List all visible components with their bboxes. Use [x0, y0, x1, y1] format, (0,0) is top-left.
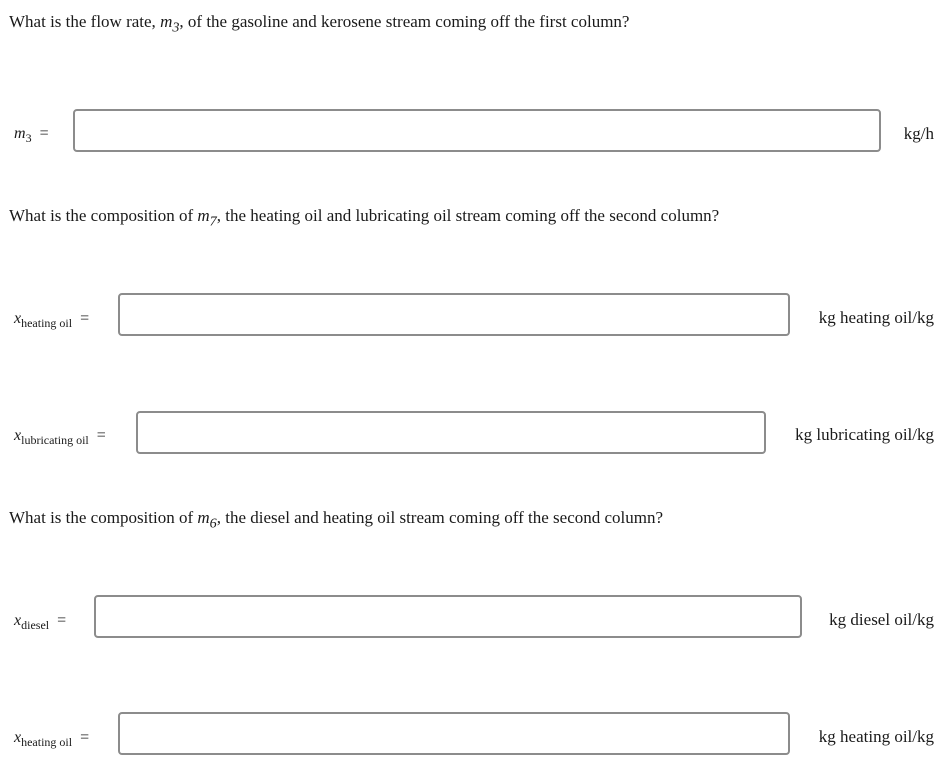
x-lubricating-oil-input[interactable] — [136, 411, 766, 454]
question-1-text-after: , of the gasoline and kerosene stream coming off the first column? — [179, 12, 630, 31]
x-heating-oil-label-q2: $x_{heating oil}$ = — [14, 310, 90, 330]
x-diesel-label: $x_{diesel}$ = — [14, 612, 67, 632]
question-3-text-after: , the diesel and heating oil stream coming off the second column? — [216, 508, 664, 527]
x-heating-oil-label-q3: $x_{heating oil}$ = — [14, 729, 90, 749]
question-1-variable: $m_3$ — [160, 12, 180, 36]
x-heating-oil-input-q2[interactable] — [118, 293, 790, 336]
question-3-text — [9, 508, 663, 532]
m3-unit: kg/h — [903, 124, 934, 143]
question-2-variable: $m_7$ — [197, 206, 217, 230]
question-2-text — [9, 206, 719, 230]
x-heating-oil-unit-q3: kg heating oil/kg — [818, 727, 934, 746]
question-3-variable: $m_6$ — [197, 508, 217, 532]
m3-label: $m_3$ = — [14, 125, 49, 145]
x-lubricating-oil-label: $x_{lubricating oil}$ = — [14, 427, 106, 447]
x-diesel-unit: kg diesel oil/kg — [829, 610, 934, 629]
m3-input[interactable] — [73, 109, 881, 152]
question-2-text-before: What is the composition of — [9, 206, 198, 225]
question-3-text-before: What is the composition of — [9, 508, 198, 527]
x-heating-oil-unit-q2: kg heating oil/kg — [818, 308, 934, 327]
x-heating-oil-input-q3[interactable] — [118, 712, 790, 755]
question-1-text — [9, 12, 629, 36]
question-2-text-after: , the heating oil and lubricating oil stream coming off the second column? — [216, 206, 720, 225]
x-lubricating-oil-unit: kg lubricating oil/kg — [795, 425, 934, 444]
x-diesel-input[interactable] — [94, 595, 802, 638]
question-1-text-before: What is the flow rate, — [9, 12, 161, 31]
